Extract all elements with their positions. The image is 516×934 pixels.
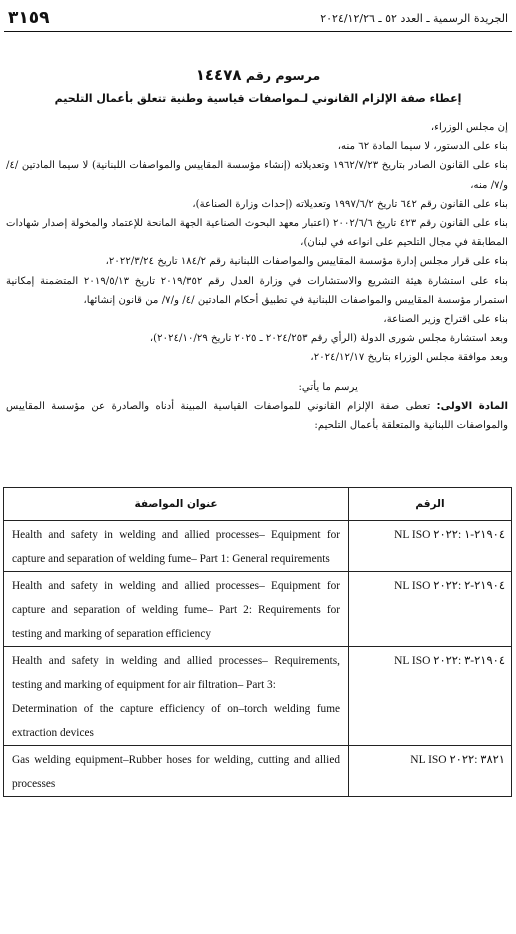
- preamble-line: بناء على الدستور، لا سيما المادة ٦٢ منه،: [337, 141, 508, 153]
- page-number: ٣١٥٩: [8, 8, 50, 28]
- decree-subject: إعطاء صفة الإلزام القانوني لـمواصفات قياسية وطنية تتعلق بأعمال التلحيم: [54, 92, 462, 105]
- column-header-title: عنوان المواصفة: [4, 488, 349, 521]
- header-rule: [4, 31, 512, 32]
- standard-title-text: Health and safety in welding and allied processes– Equipment for capture and separation of welding fume– Part 2: Requirements for testing and marking of separation efficiency: [12, 580, 340, 640]
- standard-code: NL ISO ٢١٩٠٤-٢ :٢٠٢٢: [349, 572, 512, 647]
- preamble-line: بناء على القانون رقم ٤٢٣ تاريخ ٢٠٠٢/٦/٦ (اعتبار معهد البحوث الصناعية الجهة المانحة للإعتماد والمخولة إصدار شهادات المطابقة في مجال التلحيم على انواعه في لبنان)،: [6, 218, 508, 249]
- table-row: [4, 572, 512, 647]
- standard-title-text: Health and safety in welding and allied processes– Requirements, testing and marking of equipment for air filtration– Part 3:: [12, 655, 340, 691]
- table-row: [4, 746, 512, 797]
- decree-number: ١٤٤٧٨: [195, 66, 242, 84]
- table-row: [4, 521, 512, 572]
- preamble-line: بناء على القانون رقم ٦٤٢ تاريخ ١٩٩٧/٦/٢ وتعديلاته (إحداث وزارة الصناعة)،: [192, 198, 508, 210]
- preamble-line: بناء على استشارة هيئة التشريع والاستشارات في وزارة العدل رقم ٢٠١٩/٣٥٢ تاريخ ٢٠١٩/٥/١٣ المتضمنة إمكانية استمرار مؤسسة المقاييس والمواصفات اللبنانية في تطبيق أحكام المادتين /٤/ و/٧/ من قانون إنشائها،: [6, 275, 509, 306]
- preamble-line: وبعد استشارة مجلس شورى الدولة (الرأي رقم ٢٠٢٤/٢٥٣ ـ ٢٠٢٥ تاريخ ٢٠٢٤/١٠/٢٩)،: [149, 333, 508, 345]
- standard-title: [4, 521, 349, 572]
- preamble-line: بناء على قرار مجلس إدارة مؤسسة المقاييس والمواصفات اللبنانية رقم ١٨٤/٢ تاريخ ٢٠٢٢/٣/٢٤،: [105, 256, 508, 268]
- gazette-title: الجريدة الرسمية ـ العدد ٥٢ ـ ٢٠٢٤/١٢/٢٦: [320, 11, 508, 25]
- standard-title-text: Gas welding equipment–Rubber hoses for welding, cutting and allied processes: [12, 754, 340, 790]
- standard-code: NL ISO ٣٨٢١ :٢٠٢٢: [349, 746, 512, 797]
- article-one: [6, 397, 508, 435]
- article-one-label: المادة الاولى:: [436, 400, 508, 412]
- standard-title: [4, 647, 349, 746]
- table-row: [4, 647, 512, 746]
- preamble-line: بناء على اقتراح وزير الصناعة،: [383, 314, 508, 326]
- table-header-row: [4, 488, 512, 521]
- standard-title: [4, 746, 349, 797]
- preamble-line: إن مجلس الوزراء،: [430, 122, 508, 133]
- standards-table: [3, 487, 512, 797]
- preamble-line: بناء على القانون الصادر بتاريخ ١٩٦٢/٧/٢٣ وتعديلاته (إنشاء مؤسسة المقاييس والمواصفات اللبنانية) لا سيما المادتين /٤/ و/٧/ منه،: [6, 160, 508, 191]
- column-header-number: الرقم: [349, 488, 512, 521]
- standard-title-text: Determination of the capture efficiency of on–torch welding fume extraction devices: [12, 703, 340, 739]
- standard-code: NL ISO ٢١٩٠٤-٣ :٢٠٢٢: [349, 647, 512, 746]
- decree-heading: [0, 66, 516, 84]
- article-one-text: تعطى صفة الإلزام القانوني للمواصفات القياسية المبينة أدناه والصادرة عن مؤسسة المقاييس والمواصفات اللبنانية والمتعلقة بأعمال التلحيم:: [6, 400, 508, 432]
- decrees-line: يرسم ما يأتي:: [298, 381, 358, 393]
- standard-title: [4, 572, 349, 647]
- standard-title-text: Health and safety in welding and allied processes– Equipment for capture and separation of welding fume– Part 1: General requirements: [12, 529, 340, 565]
- preamble-line: وبعد موافقة مجلس الوزراء بتاريخ ٢٠٢٤/١٢/١٧،: [310, 352, 508, 364]
- page-header: [8, 6, 508, 30]
- standard-code: NL ISO ٢١٩٠٤-١ :٢٠٢٢: [349, 521, 512, 572]
- decree-label: مرسوم رقم: [245, 68, 321, 83]
- decree-body: [6, 118, 508, 435]
